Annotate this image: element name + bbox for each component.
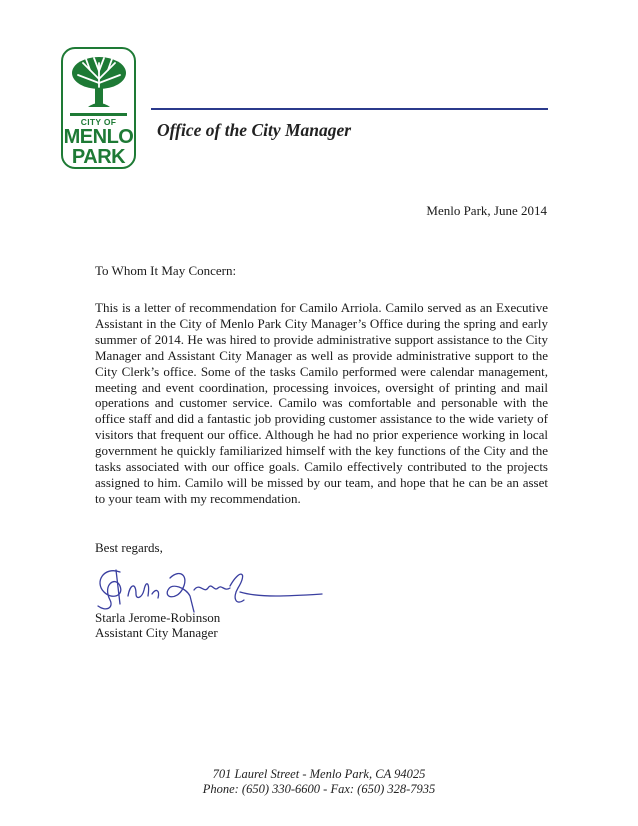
signer-block <box>95 610 220 640</box>
header-rule <box>151 108 548 110</box>
logo-menlo: MENLO <box>63 126 134 148</box>
office-title: Office of the City Manager <box>157 120 352 140</box>
letter-body: This is a letter of recommendation for Camilo Arriola. Camilo served as an Executive Assistant in the City of Menlo Park City Manager’s Office during the spring and early summer of 2014. He was hired to provide administrative support assistance to the City Manager and Assistant City Manager as well as provide administrative support to the City Clerk’s office. Some of the tasks Camilo performed were calendar management, meeting and event coordination, processing invoices, oversight of printing and mail operations and customer service. Camilo was comfortable and personable with the office staff and did a fantastic job providing customer assistance to the wide variety of visitors that frequent our office. Although he had no prior experience working in local government he quickly familiarized himself with the key functions of the City and the tasks associated with our office goals. Camilo effectively contributed to the projects assigned to him. Camilo will be missed by our team, and hope that he can be an asset to your team with my recommendation. <box>95 300 548 506</box>
logo-park: PARK <box>71 146 126 168</box>
logo-stripe <box>70 113 127 116</box>
city-logo <box>61 47 136 169</box>
oak-tree-icon <box>68 53 130 115</box>
footer-address: 701 Laurel Street - Menlo Park, CA 94025 <box>212 767 426 781</box>
letter-date: Menlo Park, June 2014 <box>426 203 547 218</box>
signer-name: Starla Jerome-Robinson <box>95 610 221 625</box>
logo-city-of: CITY OF <box>80 117 117 127</box>
footer <box>0 767 638 797</box>
closing: Best regards, <box>95 540 163 555</box>
signer-title: Assistant City Manager <box>95 625 218 640</box>
salutation: To Whom It May Concern: <box>95 263 237 278</box>
footer-contact: Phone: (650) 330-6600 - Fax: (650) 328-7935 <box>202 782 436 796</box>
